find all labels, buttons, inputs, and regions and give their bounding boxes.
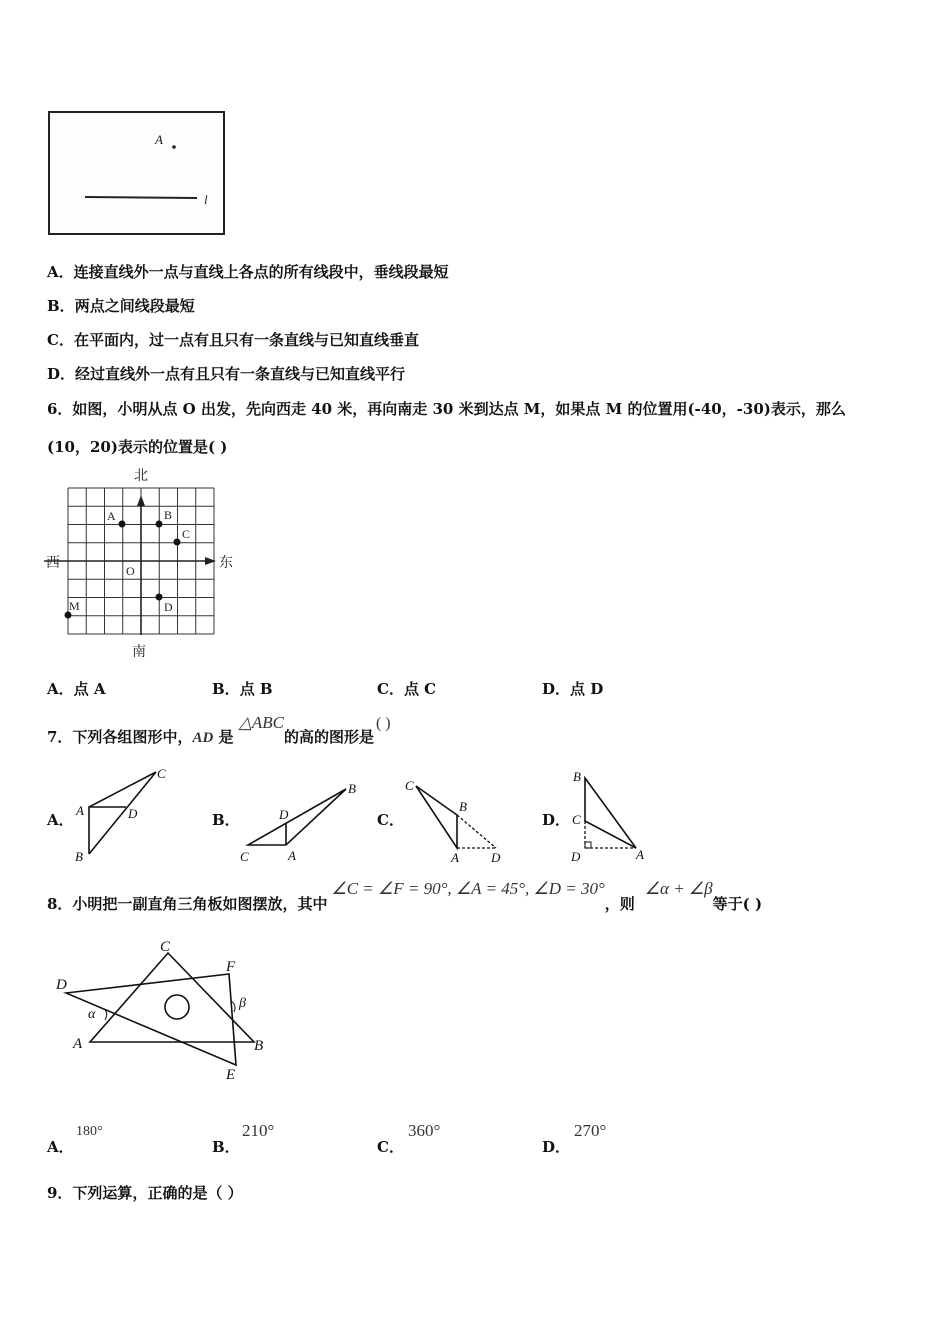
- q8-figure: [50, 935, 275, 1085]
- triangle-abc: [416, 786, 457, 848]
- point-m-label: M: [69, 599, 80, 613]
- label-a: A: [451, 850, 459, 865]
- side-bc: [89, 772, 156, 854]
- q7-figure-b: [236, 776, 366, 866]
- label-c: C: [405, 778, 414, 793]
- west-label: 西: [46, 556, 60, 571]
- q7-is: 是: [213, 728, 239, 746]
- point-a-dot: [172, 145, 176, 149]
- q8-expr: ∠α + ∠β: [644, 879, 713, 898]
- q6-option-a: [47, 678, 106, 699]
- q7-figure-c: [400, 773, 510, 868]
- option-text: 点 C: [403, 680, 437, 698]
- east-label: 东: [219, 556, 233, 571]
- q8-option-d-value: 270°: [574, 1121, 607, 1140]
- q8-option-a: [47, 1136, 74, 1157]
- option-letter: B．: [212, 680, 240, 698]
- q8-option-c-value: 360°: [408, 1121, 441, 1140]
- point-a-dot: [119, 521, 126, 528]
- point-b-label: B: [164, 508, 173, 522]
- q7-suffix: 的高的图形是: [283, 728, 374, 746]
- q7-option-a-letter: A．: [47, 811, 74, 829]
- option-letter: C．: [377, 680, 404, 698]
- option-text: 连接直线外一点与直线上各点的所有线段中，垂线段最短: [73, 263, 449, 281]
- q8-condition: ∠C = ∠F = 90°, ∠A = 45°, ∠D = 30°: [331, 879, 605, 898]
- q5-option-c: [47, 329, 419, 350]
- label-d: D: [571, 849, 581, 864]
- q7-figure-a: [68, 763, 178, 865]
- point-a-label: A: [107, 509, 116, 523]
- figure-point-line: [47, 110, 227, 236]
- option-letter: A．: [47, 263, 74, 281]
- q8-suffix: 等于( ): [712, 895, 763, 913]
- label-a: A: [288, 848, 296, 863]
- q7-paren: ( ): [375, 715, 391, 732]
- q6-option-b: [212, 678, 273, 699]
- q8-option-d: [542, 1136, 570, 1157]
- point-b-dot: [156, 521, 163, 528]
- label-alpha: α: [88, 1007, 96, 1022]
- label-d: D: [56, 977, 67, 993]
- label-c: C: [240, 849, 249, 864]
- q7-option-c-letter: C．: [377, 811, 404, 829]
- q7-prefix: 7．下列各组图形中，: [47, 728, 193, 746]
- q5-option-d: [47, 363, 405, 384]
- option-text: 经过直线外一点有且只有一条直线与已知直线平行: [75, 365, 406, 383]
- label-f: F: [226, 959, 236, 975]
- q7-triangle: △ABC: [238, 713, 284, 732]
- option-letter: B．: [212, 1138, 240, 1156]
- option-letter: B．: [47, 297, 75, 315]
- q5-option-a: [47, 261, 449, 282]
- label-c: C: [160, 939, 171, 955]
- north-label: 北: [134, 469, 148, 484]
- option-text: 在平面内，过一点有且只有一条直线与已知直线垂直: [73, 331, 419, 349]
- point-d-label: D: [164, 600, 173, 614]
- label-c: C: [157, 766, 166, 781]
- origin-label: O: [126, 564, 135, 578]
- q8-prefix: 8．小明把一副直角三角板如图摆放，其中: [47, 895, 328, 913]
- label-b: B: [573, 769, 581, 784]
- q9-stem: 9．下列运算，正确的是（ ）: [47, 1184, 243, 1202]
- q8-option-b: [212, 1136, 240, 1157]
- option-letter: D．: [542, 1138, 571, 1156]
- point-c-label: C: [182, 527, 191, 541]
- label-d: D: [279, 807, 289, 822]
- q7-option-b-letter: B．: [212, 811, 240, 829]
- q6-option-c: [377, 678, 436, 699]
- q6-option-d: [542, 678, 603, 699]
- label-c: C: [572, 812, 581, 827]
- point-a-label: A: [155, 132, 163, 147]
- option-letter: A．: [47, 1138, 74, 1156]
- dashed-segment: [457, 815, 496, 848]
- triangle-hole: [165, 995, 189, 1019]
- label-b: B: [459, 799, 467, 814]
- option-letter: D．: [47, 365, 76, 383]
- q7-figure-d: [568, 766, 658, 866]
- label-a: A: [76, 803, 84, 818]
- label-d: D: [128, 806, 138, 821]
- option-text: 点 A: [73, 680, 106, 698]
- label-a: A: [73, 1036, 83, 1052]
- option-letter: A．: [47, 680, 74, 698]
- figure-frame: [49, 112, 224, 234]
- q8-then: ，则: [604, 895, 635, 913]
- q8-stem: [47, 878, 762, 918]
- label-e: E: [226, 1067, 236, 1083]
- q5-option-b: [47, 295, 195, 316]
- q6-stem-line1: 6．如图，小明从点 O 出发，先向西走 40 米，再向南走 30 米到达点 M，如果点 M 的位置用(-40，-30)表示，那么: [47, 400, 846, 418]
- label-b: B: [75, 849, 83, 864]
- q6-grid-figure: [44, 465, 240, 661]
- option-letter: C．: [377, 1138, 404, 1156]
- label-b: B: [348, 781, 356, 796]
- q7-option-d-letter: D．: [542, 811, 571, 829]
- south-label: 南: [132, 645, 146, 660]
- option-text: 点 D: [570, 680, 604, 698]
- q8-option-c: [377, 1136, 404, 1157]
- label-beta: β: [239, 996, 246, 1011]
- north-arrow-icon: [137, 495, 145, 506]
- label-b: B: [254, 1038, 264, 1054]
- q7-stem: [47, 712, 391, 752]
- line-l-label: l: [204, 192, 208, 207]
- point-d-dot: [156, 594, 163, 601]
- q8-option-a-value: 180°: [76, 1124, 103, 1139]
- triangle-abc: [585, 778, 636, 848]
- triangle-abc: [248, 789, 346, 845]
- line-l: [85, 197, 197, 198]
- option-text: 点 B: [239, 680, 273, 698]
- option-letter: D．: [542, 680, 571, 698]
- label-d: D: [491, 850, 501, 865]
- q6-stem-line2: (10，20)表示的位置是( ): [47, 438, 228, 456]
- right-angle-mark: [585, 842, 591, 848]
- label-a: A: [636, 847, 644, 862]
- option-text: 两点之间线段最短: [74, 297, 195, 315]
- option-letter: C．: [47, 331, 74, 349]
- point-c-dot: [174, 539, 181, 546]
- q7-ad: AD: [192, 730, 214, 746]
- q8-option-b-value: 210°: [242, 1121, 275, 1140]
